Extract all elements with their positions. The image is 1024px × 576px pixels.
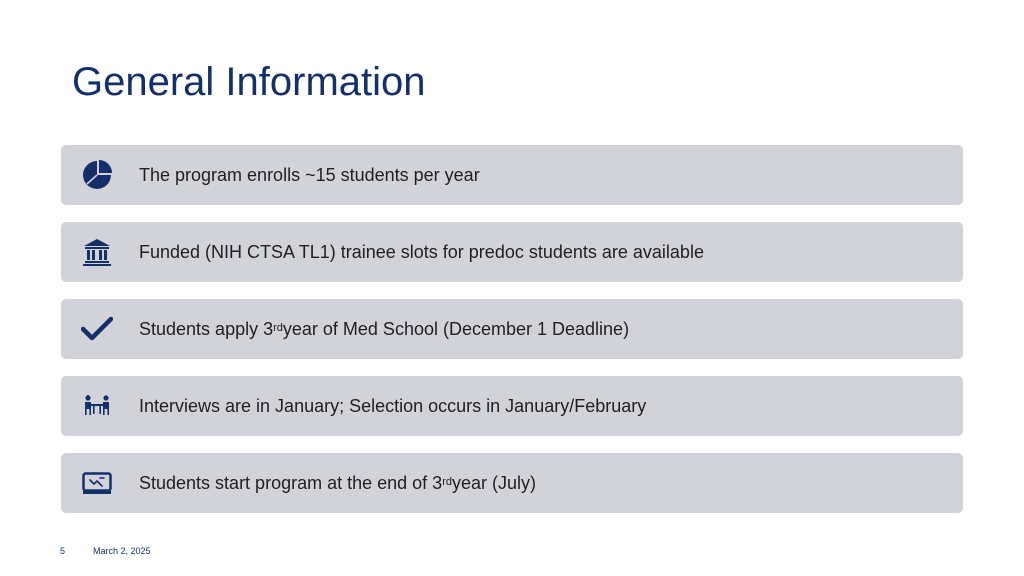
checkmark-icon: [81, 313, 113, 345]
info-item-application: [61, 299, 963, 359]
info-item-interviews: [61, 376, 963, 436]
slide-date: March 2, 2025: [93, 546, 151, 556]
bank-icon: [81, 236, 113, 268]
info-item-text: Students apply 3 $^{rd}$ year of Med School (December 1 Deadline): [139, 318, 630, 339]
interview-icon: [81, 390, 113, 422]
info-item-enrollment: [61, 145, 963, 205]
info-item-start: [61, 453, 963, 513]
info-list: [61, 145, 963, 513]
pie-chart-icon: [81, 159, 113, 191]
info-item-text: The program enrolls ~15 students per year: [139, 164, 480, 185]
info-item-text: Interviews are in January; Selection occurs in January/February: [139, 395, 647, 416]
page-title: General Information: [72, 60, 426, 104]
info-item-funding: [61, 222, 963, 282]
info-item-text: Students start program at the end of 3 $^{rd}$ year (July): [139, 472, 536, 493]
info-item-text: Funded (NIH CTSA TL1) trainee slots for predoc students are available: [139, 241, 704, 262]
presentation-board-icon: [81, 467, 113, 499]
page-number: 5: [60, 546, 66, 556]
